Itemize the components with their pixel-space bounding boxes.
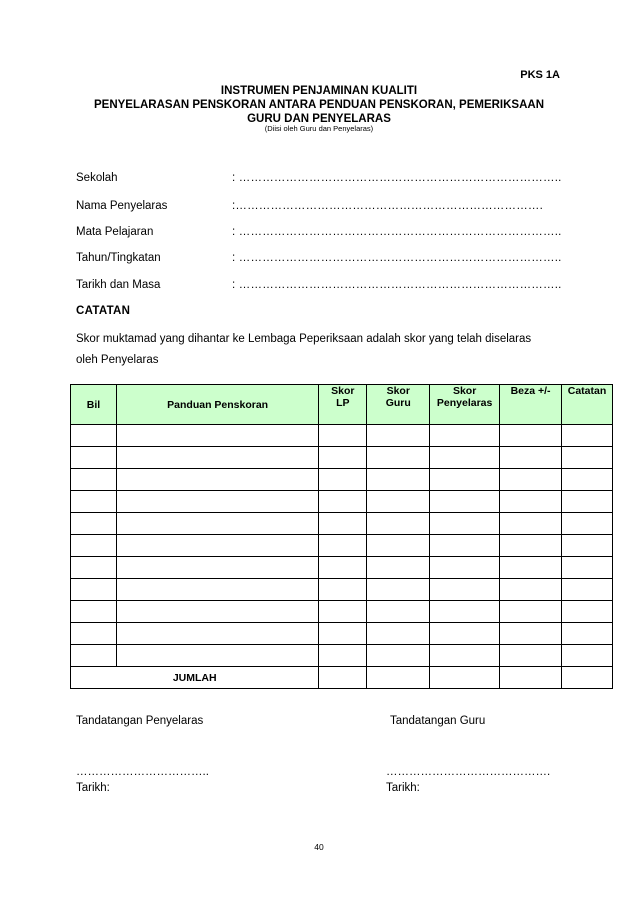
form-title-line-1: INSTRUMEN PENJAMINAN KUALITI	[220, 85, 418, 97]
field-label-mata-pelajaran: Mata Pelajaran	[76, 226, 154, 238]
signature-label-penyelaras: Tandatangan Penyelaras	[76, 715, 204, 727]
cell-skor-lp[interactable]	[319, 579, 367, 601]
cell-skor-penyelaras[interactable]	[430, 557, 500, 579]
cell-skor-guru[interactable]	[367, 645, 430, 667]
cell-bil[interactable]	[71, 535, 117, 557]
header-bil: Bil	[71, 385, 117, 425]
cell-skor-guru[interactable]	[367, 513, 430, 535]
header-skor-guru-line-2: Guru	[385, 397, 411, 409]
cell-skor-guru[interactable]	[367, 601, 430, 623]
total-beza[interactable]	[500, 667, 562, 689]
form-title-line-3: GURU DAN PENYELARAS	[247, 113, 391, 125]
table-row	[71, 535, 613, 557]
cell-bil[interactable]	[71, 601, 117, 623]
cell-bil[interactable]	[71, 579, 117, 601]
cell-panduan[interactable]	[116, 645, 319, 667]
cell-catatan[interactable]	[562, 447, 613, 469]
signature-line-guru[interactable]: …………………………………….	[386, 766, 551, 778]
cell-skor-penyelaras[interactable]	[430, 601, 500, 623]
cell-beza[interactable]	[500, 447, 562, 469]
cell-bil[interactable]	[71, 557, 117, 579]
cell-skor-penyelaras[interactable]	[430, 513, 500, 535]
field-value-nama-penyelaras[interactable]: :…………………………………………………………………….	[232, 200, 543, 212]
form-subtitle: (Diisi oleh Guru dan Penyelaras)	[264, 124, 374, 133]
header-skor-penyelaras-line-1: Skor	[452, 385, 477, 397]
table-row	[71, 623, 613, 645]
cell-beza[interactable]	[500, 425, 562, 447]
cell-beza[interactable]	[500, 601, 562, 623]
field-label-nama-penyelaras: Nama Penyelaras	[76, 200, 168, 212]
cell-skor-guru[interactable]	[367, 447, 430, 469]
total-label: JUMLAH	[71, 667, 319, 689]
page-number: 40	[314, 842, 324, 852]
cell-skor-lp[interactable]	[319, 491, 367, 513]
cell-bil[interactable]	[71, 645, 117, 667]
cell-catatan[interactable]	[562, 579, 613, 601]
total-skor-guru[interactable]	[367, 667, 430, 689]
cell-panduan[interactable]	[116, 513, 319, 535]
cell-skor-guru[interactable]	[367, 469, 430, 491]
cell-skor-penyelaras[interactable]	[430, 535, 500, 557]
form-title-line-2: PENYELARASAN PENSKORAN ANTARA PENDUAN PENSKORAN, PEMERIKSAAN	[93, 99, 545, 111]
cell-beza[interactable]	[500, 513, 562, 535]
field-label-tahun-tingkatan: Tahun/Tingkatan	[76, 252, 161, 264]
cell-beza[interactable]	[500, 491, 562, 513]
cell-panduan[interactable]	[116, 469, 319, 491]
header-skor-guru-line-1: Skor	[386, 385, 410, 397]
total-skor-penyelaras[interactable]	[430, 667, 500, 689]
cell-beza[interactable]	[500, 535, 562, 557]
table-row	[71, 557, 613, 579]
cell-panduan[interactable]	[116, 535, 319, 557]
table-row	[71, 601, 613, 623]
cell-skor-lp[interactable]	[319, 557, 367, 579]
cell-panduan[interactable]	[116, 579, 319, 601]
table-total-row	[71, 667, 613, 689]
cell-beza[interactable]	[500, 469, 562, 491]
cell-skor-lp[interactable]	[319, 469, 367, 491]
cell-skor-penyelaras[interactable]	[430, 425, 500, 447]
table-row	[71, 447, 613, 469]
cell-skor-penyelaras[interactable]	[430, 447, 500, 469]
header-skor-lp	[319, 385, 367, 425]
cell-beza[interactable]	[500, 645, 562, 667]
cell-catatan[interactable]	[562, 535, 613, 557]
date-label-penyelaras: Tarikh:	[76, 782, 110, 794]
cell-panduan[interactable]	[116, 447, 319, 469]
cell-catatan[interactable]	[562, 469, 613, 491]
cell-panduan[interactable]	[116, 557, 319, 579]
table-row	[71, 425, 613, 447]
signature-label-guru: Tandatangan Guru	[390, 715, 486, 727]
cell-catatan[interactable]	[562, 623, 613, 645]
cell-panduan[interactable]	[116, 601, 319, 623]
table-row	[71, 469, 613, 491]
field-label-sekolah: Sekolah	[76, 172, 118, 184]
cell-skor-lp[interactable]	[319, 425, 367, 447]
cell-bil[interactable]	[71, 623, 117, 645]
cell-beza[interactable]	[500, 623, 562, 645]
signature-line-penyelaras[interactable]: ……………………………..	[76, 766, 209, 778]
cell-panduan[interactable]	[116, 425, 319, 447]
cell-skor-lp[interactable]	[319, 645, 367, 667]
table-header-row	[71, 385, 613, 425]
header-skor-lp-line-1: Skor	[331, 385, 355, 397]
header-beza: Beza +/-	[500, 385, 562, 425]
catatan-heading: CATATAN	[76, 305, 131, 317]
field-value-sekolah[interactable]: : ………………………………………………………………………..	[232, 172, 562, 184]
cell-skor-guru[interactable]	[367, 535, 430, 557]
header-skor-penyelaras-line-2: Penyelaras	[436, 397, 493, 409]
cell-bil[interactable]	[71, 425, 117, 447]
table-row	[71, 491, 613, 513]
scoring-table	[70, 384, 613, 689]
cell-beza[interactable]	[500, 579, 562, 601]
cell-skor-guru[interactable]	[367, 425, 430, 447]
cell-catatan[interactable]	[562, 645, 613, 667]
cell-skor-lp[interactable]	[319, 535, 367, 557]
header-skor-guru	[367, 385, 430, 425]
note-line-1: Skor muktamad yang dihantar ke Lembaga Peperiksaan adalah skor yang telah diselaras	[76, 333, 532, 345]
header-panduan-penskoran: Panduan Penskoran	[116, 385, 319, 425]
cell-skor-penyelaras[interactable]	[430, 469, 500, 491]
cell-skor-lp[interactable]	[319, 601, 367, 623]
cell-beza[interactable]	[500, 557, 562, 579]
cell-panduan[interactable]	[116, 623, 319, 645]
cell-catatan[interactable]	[562, 513, 613, 535]
table-row	[71, 513, 613, 535]
cell-skor-guru[interactable]	[367, 623, 430, 645]
header-skor-lp-line-2: LP	[336, 397, 350, 409]
table-row	[71, 645, 613, 667]
cell-catatan[interactable]	[562, 425, 613, 447]
cell-catatan[interactable]	[562, 601, 613, 623]
cell-bil[interactable]	[71, 469, 117, 491]
cell-skor-penyelaras[interactable]	[430, 579, 500, 601]
cell-skor-penyelaras[interactable]	[430, 491, 500, 513]
cell-skor-guru[interactable]	[367, 491, 430, 513]
cell-skor-lp[interactable]	[319, 447, 367, 469]
cell-bil[interactable]	[71, 513, 117, 535]
total-catatan[interactable]	[562, 667, 613, 689]
header-skor-penyelaras	[430, 385, 500, 425]
cell-bil[interactable]	[71, 491, 117, 513]
table-row	[71, 579, 613, 601]
note-line-2: oleh Penyelaras	[76, 354, 159, 366]
cell-skor-penyelaras[interactable]	[430, 645, 500, 667]
total-skor-lp[interactable]	[319, 667, 367, 689]
field-value-mata-pelajaran[interactable]: : ………………………………………………………………………..	[232, 226, 562, 238]
field-label-tarikh-dan-masa: Tarikh dan Masa	[76, 279, 161, 291]
header-catatan: Catatan	[562, 385, 613, 425]
cell-skor-guru[interactable]	[367, 579, 430, 601]
cell-bil[interactable]	[71, 447, 117, 469]
cell-skor-guru[interactable]	[367, 557, 430, 579]
form-code: PKS 1A	[520, 69, 560, 81]
cell-skor-lp[interactable]	[319, 623, 367, 645]
cell-skor-penyelaras[interactable]	[430, 623, 500, 645]
date-label-guru: Tarikh:	[386, 782, 420, 794]
field-value-tahun-tingkatan[interactable]: : ………………………………………………………………………..	[232, 252, 562, 264]
field-value-tarikh-dan-masa[interactable]: : ………………………………………………………………………..	[232, 279, 562, 291]
cell-catatan[interactable]	[562, 491, 613, 513]
cell-catatan[interactable]	[562, 557, 613, 579]
cell-skor-lp[interactable]	[319, 513, 367, 535]
cell-panduan[interactable]	[116, 491, 319, 513]
